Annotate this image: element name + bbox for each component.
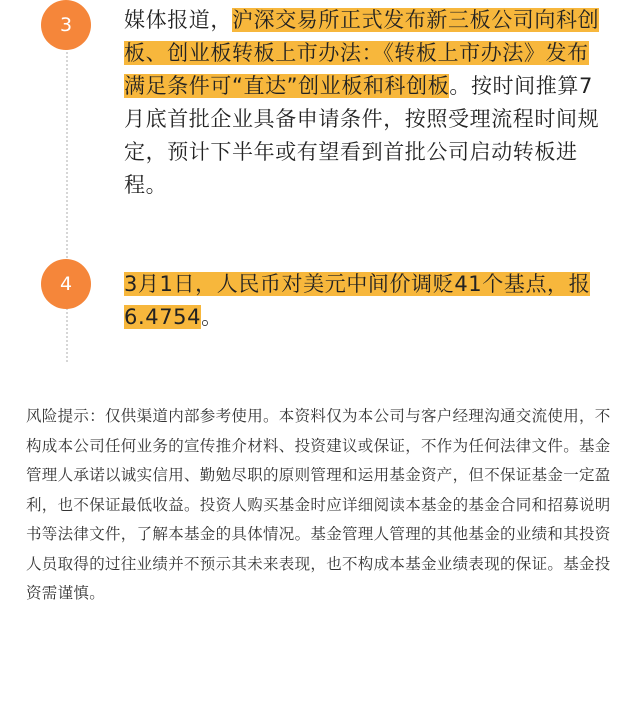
item-number: 4 bbox=[59, 273, 73, 295]
item-number-badge bbox=[41, 259, 91, 309]
item-lead-text: 媒体报道， bbox=[124, 8, 232, 32]
item-highlight-text: 沪深交易所正式发布新三板公司向科创板、创业板转板上市办法：《转板上市办法》发布满足条件可“直达”创业板和科创板 bbox=[124, 8, 600, 98]
item-tail-text: 。按时间推算7月底首批企业具备申请条件，按照受理流程时间规定，预计下半年或有望看到首批公司启动转板进程。 bbox=[124, 74, 600, 197]
risk-notice: 风险提示：仅供渠道内部参考使用。本资料仅为本公司与客户经理沟通交流使用，不构成本公司任何业务的宣传推介材料、投资建议或保证，不作为任何法律文件。基金管理人承诺以诚实信用、勤勉尽职的原则管理和运用基金资产，但不保证基金一定盈利，也不保证最低收益。投资人购买基金时应详细阅读本基金的基金合同和招募说明书等法律文件，了解本基金的具体情况。基金管理人管理的其他基金的业绩和其投资人员取得的过往业绩并不预示其未来表现，也不构成本基金业绩表现的保证。基金投资需谨慎。 bbox=[26, 407, 611, 602]
news-item bbox=[124, 268, 604, 334]
news-item bbox=[124, 4, 604, 202]
timeline-line bbox=[66, 40, 68, 362]
item-highlight-text: 3月1日，人民币对美元中间价调贬41个基点，报6.4754 bbox=[124, 272, 591, 329]
item-tail-text: 。 bbox=[201, 305, 223, 329]
item-number: 3 bbox=[59, 14, 73, 36]
item-number-badge bbox=[41, 0, 91, 50]
